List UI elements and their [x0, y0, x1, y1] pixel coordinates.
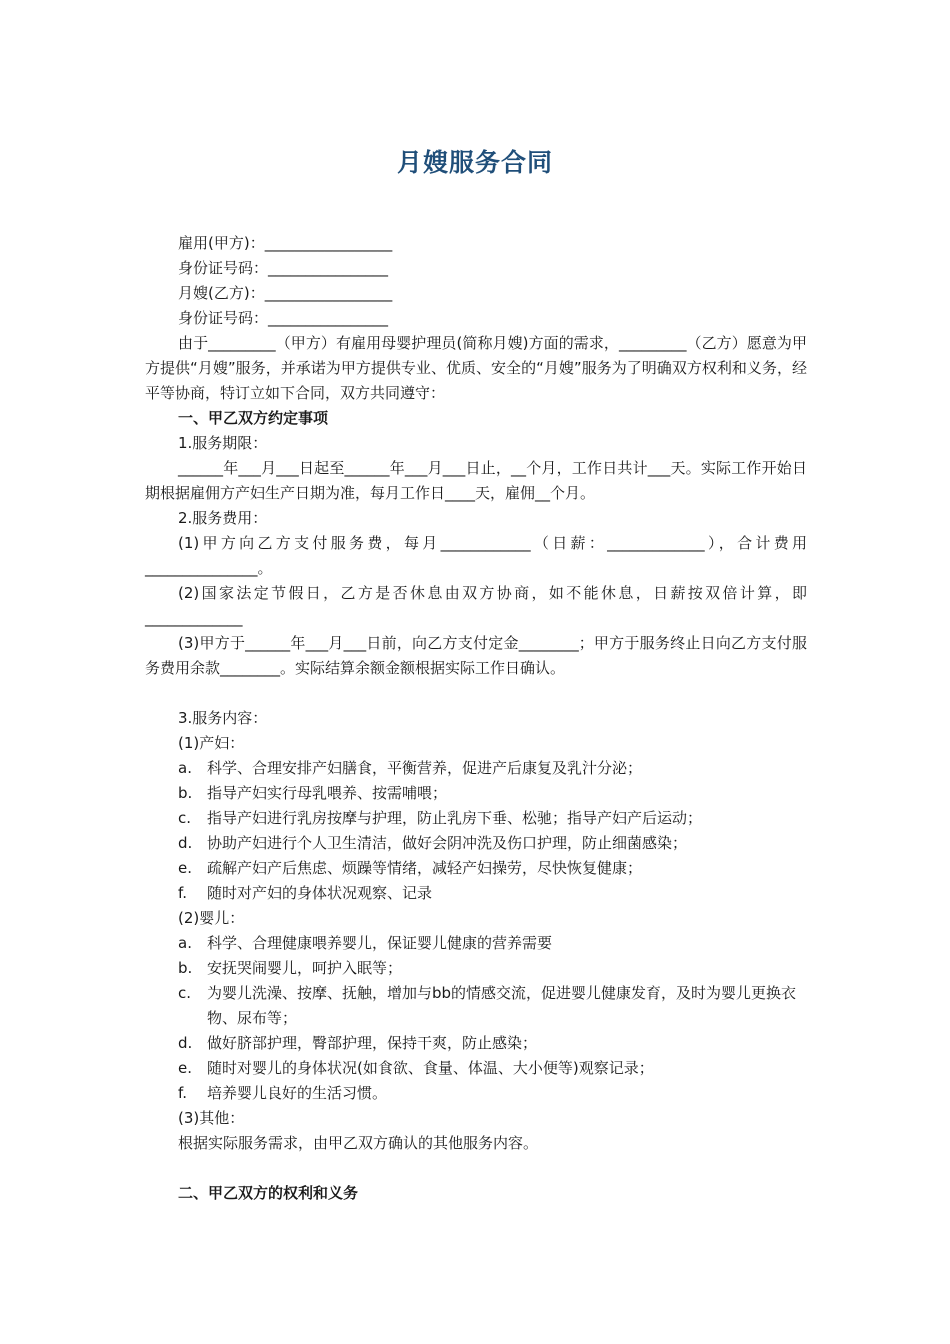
list-item-text: 指导产妇进行乳房按摩与护理，防止乳房下垂、松驰；指导产妇产后运动； [207, 809, 703, 827]
party-b-id-field: 身份证号码：________________ [178, 309, 389, 327]
service-term-paragraph: ______年___月___日起至______年___月___日止，__个月，工作日共计___天。实际工作开始日期根据雇佣方产妇生产日期为准，每月工作日____天，雇佣__个月。 [145, 459, 807, 502]
list-item [145, 881, 807, 906]
section-1-heading: 一、甲乙双方约定事项 [178, 409, 329, 427]
list-item [145, 1031, 807, 1056]
list-marker: c. [178, 809, 192, 827]
list-item-text: 随时对婴儿的身体状况(如食欲、食量、体温、大小便等)观察记录； [207, 1059, 654, 1077]
service-fee-label: 2.服务费用： [178, 509, 268, 527]
list-item [145, 781, 807, 806]
section-2-heading: 二、甲乙双方的权利和义务 [178, 1184, 359, 1202]
other-label: (3)其他： [178, 1109, 245, 1127]
list-item-text: 随时对产妇的身体状况观察、记录 [207, 884, 433, 902]
list-item [145, 931, 807, 956]
other-text: 根据实际服务需求，由甲乙双方确认的其他服务内容。 [178, 1134, 539, 1152]
list-marker: d. [178, 1034, 193, 1052]
list-item [145, 831, 807, 856]
list-item-text: 科学、合理安排产妇膳食，平衡营养，促进产后康复及乳汁分泌； [207, 759, 643, 777]
list-marker: b. [178, 784, 193, 802]
list-item [145, 756, 807, 781]
list-marker: b. [178, 959, 193, 977]
list-item [145, 956, 807, 981]
list-marker: f. [178, 884, 187, 902]
list-item-text: 协助产妇进行个人卫生清洁，做好会阴冲洗及伤口护理，防止细菌感染； [207, 834, 688, 852]
service-term-label: 1.服务期限： [178, 434, 268, 452]
contract-body [145, 231, 807, 1206]
fee-item-3: (3)甲方于______年___月___日前，向乙方支付定金________；甲方于服务终止日向乙方支付服务费用余款________。实际结算余额金额根据实际工作日确认。 [145, 634, 807, 677]
list-marker: c. [178, 984, 192, 1002]
list-item [145, 856, 807, 881]
list-item-text: 为婴儿洗澡、按摩、抚触，增加与bb的情感交流，促进婴儿健康发育，及时为婴儿更换衣物、尿布等； [207, 984, 797, 1027]
preamble-paragraph: 由于_________（甲方）有雇用母婴护理员(简称月嫂)方面的需求，_________（乙方）愿意为甲方提供“月嫂”服务，并承诺为甲方提供专业、优质、安全的“月嫂”服务为了明确双方权利和义务，经平等协商，特订立如下合同，双方共同遵守： [145, 334, 807, 402]
list-item-text: 培养婴儿良好的生活习惯。 [207, 1084, 388, 1102]
fee-item-2: (2)国家法定节假日，乙方是否休息由双方协商，如不能休息，日薪按双倍计算，即 _____________ [145, 584, 807, 627]
list-item [145, 1081, 807, 1106]
list-item-text: 指导产妇实行母乳喂养、按需哺喂； [207, 784, 448, 802]
list-item [145, 981, 807, 1031]
page-title: 月嫂服务合同 [396, 148, 553, 177]
list-item-text: 做好脐部护理，臀部护理，保持干爽，防止感染； [207, 1034, 538, 1052]
mother-label: (1)产妇： [178, 734, 245, 752]
list-item-text: 疏解产妇产后焦虑、烦躁等情绪，减轻产妇操劳，尽快恢复健康； [207, 859, 643, 877]
list-item-text: 安抚哭闹婴儿，呵护入眠等； [207, 959, 403, 977]
list-item [145, 1056, 807, 1081]
list-item-text: 科学、合理健康喂养婴儿，保证婴儿健康的营养需要 [207, 934, 553, 952]
list-marker: d. [178, 834, 193, 852]
list-marker: e. [178, 1059, 192, 1077]
service-content-label: 3.服务内容： [178, 709, 268, 727]
list-marker: a. [178, 759, 192, 777]
party-a-field: 雇用(甲方)：_________________ [178, 234, 393, 252]
fee-item-1: (1)甲方向乙方支付服务费，每月____________（日薪：_____________），合计费用_______________。 [145, 534, 807, 577]
party-a-id-field: 身份证号码：________________ [178, 259, 389, 277]
spacer [145, 1156, 807, 1181]
list-marker: a. [178, 934, 192, 952]
spacer [145, 681, 807, 706]
party-b-field: 月嫂(乙方)：_________________ [178, 284, 393, 302]
list-item [145, 806, 807, 831]
baby-label: (2)婴儿： [178, 909, 245, 927]
list-marker: f. [178, 1084, 187, 1102]
list-marker: e. [178, 859, 192, 877]
